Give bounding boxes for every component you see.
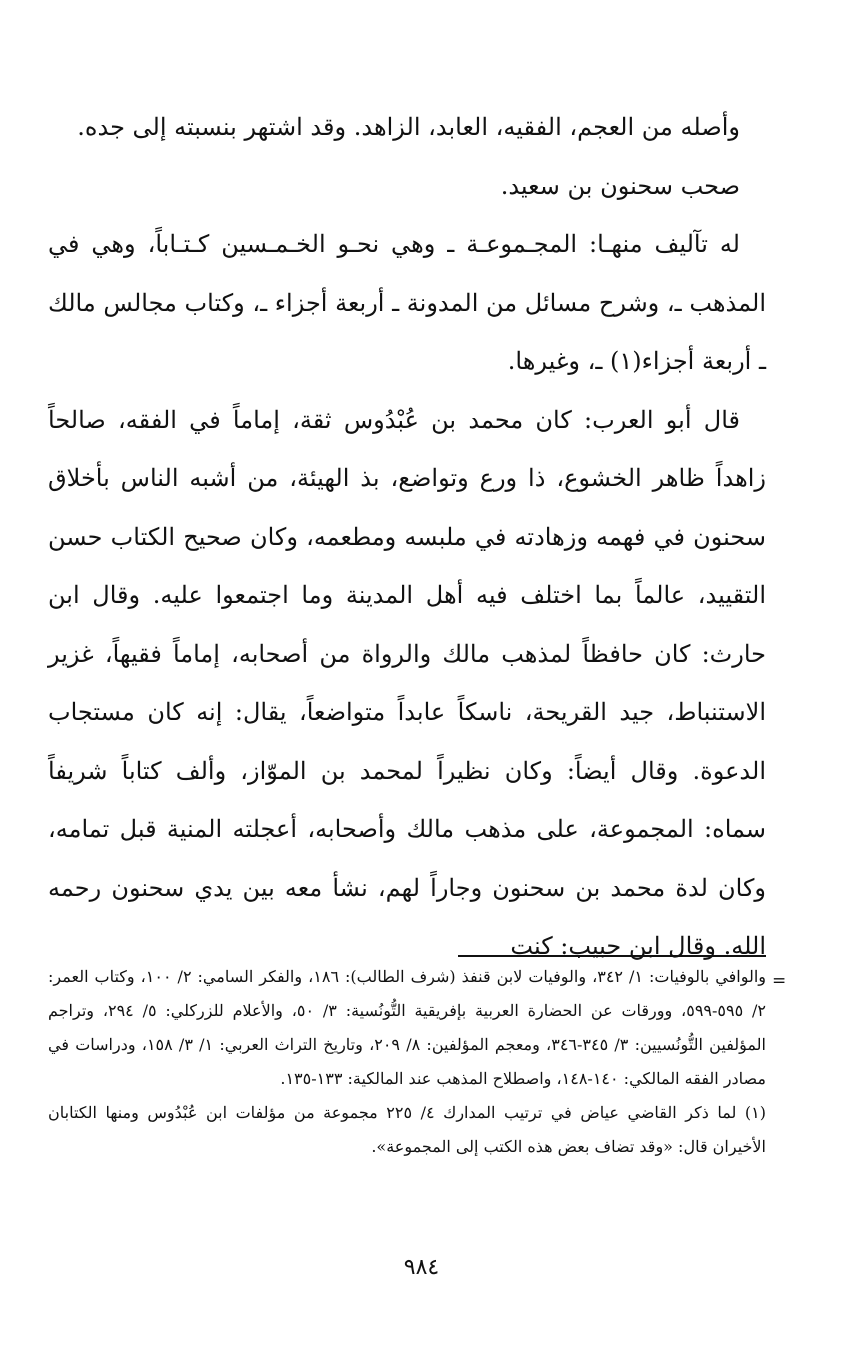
paragraph: قال أبو العرب: كان محمد بن عُبْدُوس ثقة، إماماً في الفقه، صالحاً زاهداً ظاهر الخشوع، ذا ورع وتواضع، بذ الهيئة، من أشبه الناس بأخلاق سحنون في فهمه وزهادته في ملبسه ومطعمه، وكان صحيح الكتاب حسن التقييد، عالماً بما اختلف فيه أهل المدينة وما اجتمعوا عليه. وقال ابن حارث: كان حافظاً لمذهب مالك والرواة من أصحابه، إماماً فقيهاً، غزير الاستنباط، جيد القريحة، ناسكاً عابداً متواضعاً، يقال: إنه كان مستجاب الدعوة. وقال أيضاً: وكان نظيراً لمحمد بن الموّاز، وألف كتاباً شريفاً سماه: المجموعة، على مذهب مالك وأصحابه، أعجلته المنية قبل تمامه، وكان لدة محمد بن سحنون وجاراً لهم، نشأ معه بين يدي سحنون رحمه الله. وقال ابن حبيب: كنت [48,405,766,960]
footnote-continuation-mark: = [772,971,787,991]
paragraph: وأصله من العجم، الفقيه، العابد، الزاهد. وقد اشتهر بنسبته إلى جده. [77,113,740,141]
paragraph: له تآليف منهـا: المجـموعـة ـ وهي نحـو الخـمـسين كـتـاباً، وهي في المذهب ـ، وشرح مسائل من المدونة ـ أربعة أجزاء ـ، وكتاب مجالس مالك ـ أربعة أجزاء(١) ـ، وغيرها. [48,230,766,375]
footnote-separator [458,955,766,957]
footnote-continued: والوافي بالوفيات: ١/ ٣٤٢، والوفيات لابن قنفذ (شرف الطالب): ١٨٦، والفكر السامي: ٢/ ١٠٠، وكتاب العمر: ٢/ ٥٩٥-٥٩٩، وورقات عن الحضارة العربية بإفريقية التُّونُسية: ٣/ ٥٠، والأعلام للزركلي: ٥/ ٢٩٤، وتراجم المؤلفين التُّونُسيين: ٣/ ٣٤٥-٣٤٦، ومعجم المؤلفين: ٨/ ٢٠٩، وتاريخ التراث العربي: ١/ ٣/ ١٥٨، ودراسات في مصادر الفقه المالكي: ١٤٠-١٤٨، واصطلاح المذهب عند المالكية: ١٣٣-١٣٥. [48,967,767,1088]
footnote-1: (١) لما ذكر القاضي عياض في ترتيب المدارك ٤/ ٢٢٥ مجموعة من مؤلفات ابن عُبْدُوس ومنها الكتابان الأخيران قال: «وقد تضاف بعض هذه الكتب إلى المجموعة». [48,1103,766,1156]
page-number: ٩٨٤ [403,1255,440,1280]
paragraph: صحب سحنون بن سعيد. [500,171,740,200]
main-text [48,98,766,976]
footnotes [48,960,766,1164]
